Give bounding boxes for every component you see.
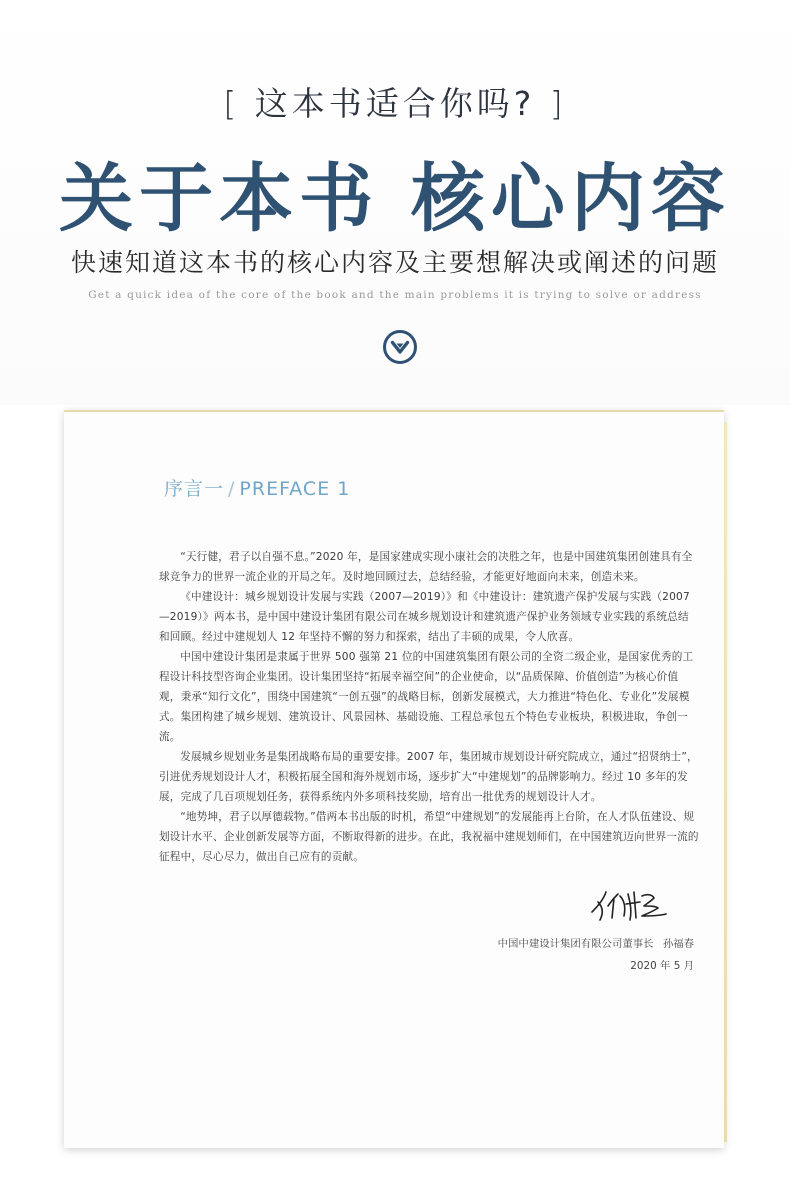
preface-body	[159, 547, 699, 867]
preface-heading-en: PREFACE 1	[239, 478, 351, 500]
signature-name: 孙福春	[662, 938, 694, 950]
book-page	[64, 410, 724, 1148]
paragraph: 发展城乡规划业务是集团战略布局的重要安排。2007 年，集团城市规划设计研究院成立，通过“招贤纳士”，引进优秀规划设计人才，积极拓展全国和海外规划市场，逐步扩大“中建规划”的品牌影响力。经过 10 多年的发展，完成了几百项规划任务，获得系统内外多项科技奖励，培育出一批优秀的规划设计人才。	[159, 751, 698, 803]
handwritten-signature	[586, 882, 674, 926]
bracket-right: ]	[549, 84, 567, 123]
preface-heading	[164, 474, 350, 501]
tagline	[0, 78, 790, 125]
paragraph: 《中建设计：城乡规划设计发展与实践（2007—2019）》和《中建设计：建筑遗产保护发展与实践（2007—2019）》两本书，是中国中建设计集团有限公司在城乡规划设计和建筑遗产保护业务领域专业实践的系统总结和回顾。经过中建规划人 12 年坚持不懈的努力和探索，结出了丰硕的成果，令人欣喜。	[159, 591, 690, 643]
signature-attribution	[498, 935, 694, 950]
preface-heading-separator: /	[228, 478, 236, 500]
signature-date: 2020 年 5 月	[630, 960, 694, 972]
preface-heading-cn: 序言一	[164, 478, 225, 500]
subtitle-english: Get a quick idea of the core of the book and the main problems it is trying to solve or address	[88, 289, 702, 301]
paragraph: 中国中建设计集团是隶属于世界 500 强第 21 位的中国建筑集团有限公司的全资二级企业，是国家优秀的工程设计科技型咨询企业集团。设计集团坚持“拓展幸福空间”的企业使命，以“品质保障、价值创造”为核心价值观，秉承“知行文化”，围绕中国建筑“一创五强”的战略目标，创新发展模式，大力推进“特色化、专业化”发展模式。集团构建了城乡规划、建筑设计、风景园林、基础设施、工程总承包五个特色专业板块，积极进取，争创一流。	[159, 651, 694, 743]
paragraph: “天行健，君子以自强不息。”2020 年，是国家建成实现小康社会的决胜之年，也是中国建筑集团创建具有全球竞争力的世界一流企业的开局之年。及时地回顾过去，总结经验，才能更好地面向未来，创造未来。	[159, 551, 693, 583]
header-section	[0, 0, 790, 405]
bracket-left: [	[223, 84, 241, 123]
paragraph: “地势坤，君子以厚德载物。”借两本书出版的时机，希望“中建规划”的发展能再上台阶，在人才队伍建设、规划设计水平、企业创新发展等方面，不断取得新的进步。在此，我祝福中建规划师们，在中国建筑迈向世界一流的征程中，尽心尽力，做出自己应有的贡献。	[159, 811, 699, 863]
main-title: 关于本书 核心内容	[59, 156, 731, 242]
tagline-text: 这本书适合你吗?	[254, 84, 536, 123]
signature-title: 中国中建设计集团有限公司董事长	[497, 938, 654, 950]
chevron-down-circle-icon	[382, 329, 418, 365]
subtitle: 快速知道这本书的核心内容及主要想解决或阐述的问题	[70, 248, 719, 277]
